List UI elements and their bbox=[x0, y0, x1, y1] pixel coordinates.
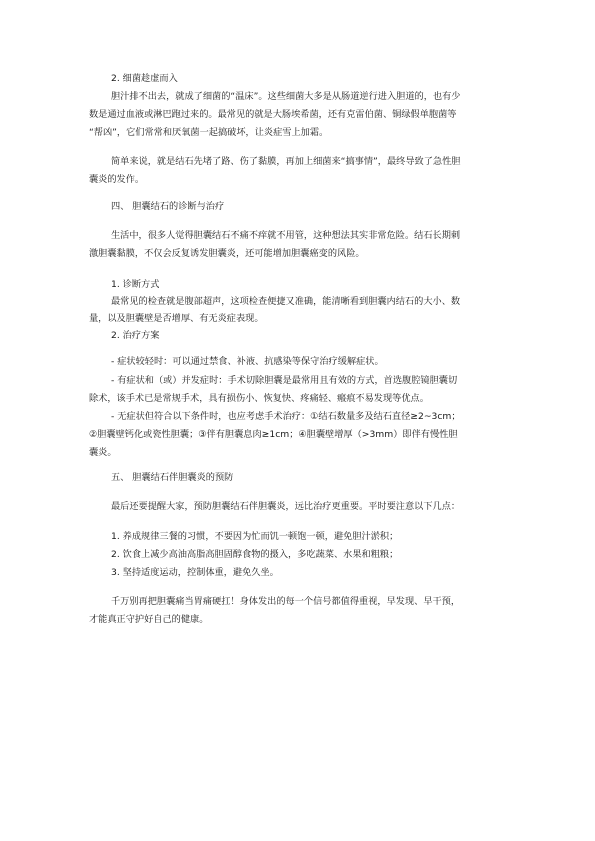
paragraph-line: 激胆囊黏膜，不仅会反复诱发胆囊炎，还可能增加胆囊癌变的风险。 bbox=[89, 248, 365, 259]
section-heading-prevention: 五、 胆囊结石伴胆囊炎的预防 bbox=[111, 472, 234, 483]
paragraph-line: 才能真正守护好自己的健康。 bbox=[89, 614, 209, 625]
paragraph-line: 囊炎的发作。 bbox=[89, 174, 145, 185]
list-item: 1. 养成规律三餐的习惯，不要因为忙而饥一顿饱一顿，避免胆汁淤积； bbox=[111, 531, 399, 542]
subheading-diagnosis-method: 1. 诊断方式 bbox=[111, 279, 160, 290]
paragraph-line: 最后还要提醒大家，预防胆囊结石伴胆囊炎，远比治疗更重要。平时要注意以下几点： bbox=[111, 501, 461, 512]
paragraph-line: 量，以及胆囊壁是否增厚、有无炎症表现。 bbox=[89, 313, 264, 324]
paragraph-line: “帮凶”，它们常常和厌氧菌一起搞破坏，让炎症雪上加霜。 bbox=[89, 127, 329, 138]
paragraph-line: ②胆囊壁钙化或瓷性胆囊；③伴有胆囊息肉≥1cm；④胆囊壁增厚（>3mm）即伴有慢性胆 bbox=[89, 429, 458, 440]
list-item: - 有症状和（或）并发症时：手术切除胆囊是最常用且有效的方式，首选腹腔镜胆囊切 bbox=[111, 375, 458, 386]
list-item: - 无症状但符合以下条件时，也应考虑手术治疗：①结石数量多及结石直径≥2~3cm； bbox=[111, 411, 461, 422]
paragraph-line: 胆汁排不出去，就成了细菌的“温床”。这些细菌大多是从肠道逆行进入胆道的，也有少 bbox=[111, 91, 461, 102]
section-heading-diagnosis: 四、 胆囊结石的诊断与治疗 bbox=[111, 201, 225, 212]
subheading-bacteria: 2. 细菌趁虚而入 bbox=[111, 73, 178, 84]
paragraph-line: 除术，该手术已是常规手术，具有损伤小、恢复快、疼痛轻、瘢痕不易发现等优点。 bbox=[89, 393, 429, 404]
paragraph-line: 简单来说，就是结石先堵了路、伤了黏膜，再加上细菌来“搞事情”，最终导致了急性胆 bbox=[111, 156, 461, 167]
paragraph-line: 囊炎。 bbox=[89, 447, 117, 458]
list-item: 3. 坚持适度运动，控制体重，避免久坐。 bbox=[111, 567, 279, 578]
paragraph-line: 数是通过血液或淋巴跑过来的。最常见的就是大肠埃希菌，还有克雷伯菌、铜绿假单胞菌等 bbox=[89, 109, 457, 120]
list-item: 2. 饮食上减少高油高脂高胆固醇食物的摄入，多吃蔬菜、水果和粗粮； bbox=[111, 549, 399, 560]
subheading-treatment-plan: 2. 治疗方案 bbox=[111, 330, 160, 341]
list-item: - 症状较轻时：可以通过禁食、补液、抗感染等保守治疗缓解症状。 bbox=[111, 356, 384, 367]
paragraph-line: 生活中，很多人觉得胆囊结石不痛不痒就不用管，这种想法其实非常危险。结石长期刺 bbox=[111, 230, 461, 241]
paragraph-line: 千万别再把胆囊痛当胃痛硬扛！身体发出的每一个信号都值得重视，早发现、早干预， bbox=[111, 596, 461, 607]
paragraph-line: 最常见的检查就是腹部超声，这项检查便捷又准确，能清晰看到胆囊内结石的大小、数 bbox=[111, 296, 461, 307]
